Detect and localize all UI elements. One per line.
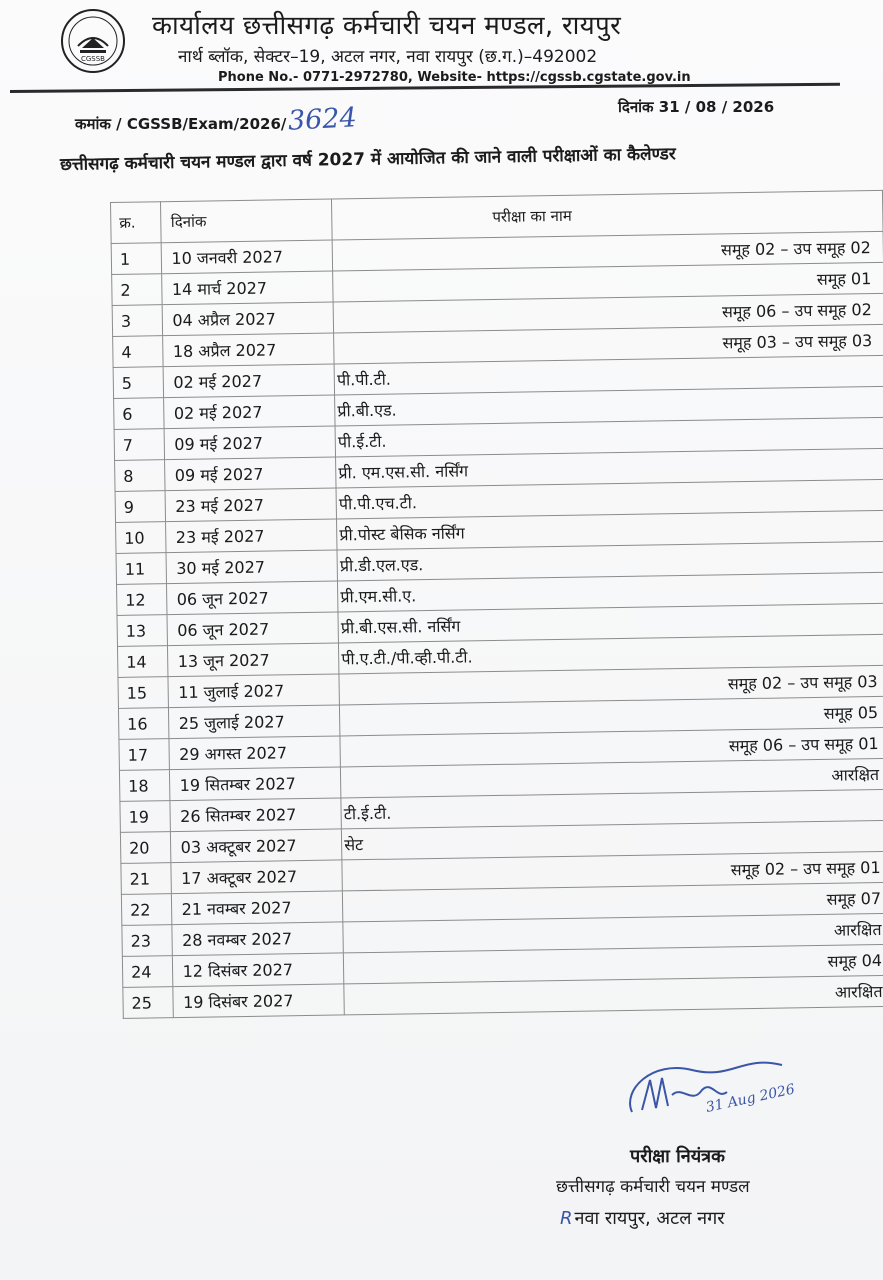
svg-text:CGSSB: CGSSB: [80, 55, 106, 63]
row-date: 23 मई 2027: [165, 488, 337, 522]
row-date: 29 अगस्त 2027: [168, 736, 340, 770]
signature-date: 31 Aug 2026: [704, 1081, 797, 1116]
row-date: 25 जुलाई 2027: [168, 705, 340, 739]
row-serial: 18: [119, 770, 169, 802]
row-exam-name: आरक्षित: [344, 975, 883, 1015]
row-exam-name: पी.पी.टी.: [334, 355, 883, 395]
row-serial: 8: [115, 460, 165, 492]
row-exam-name: समूह 02 – उप समूह 01: [342, 851, 883, 891]
row-serial: 1: [111, 243, 161, 275]
signatory-designation: परीक्षा नियंत्रक: [630, 1146, 725, 1167]
row-date: 03 अक्टूबर 2027: [170, 829, 342, 863]
exam-calendar-table: [110, 190, 883, 1019]
row-exam-name: प्री.पोस्ट बेसिक नर्सिंग: [337, 510, 883, 550]
cgssb-logo-icon: [60, 8, 126, 74]
row-exam-name: समूह 02 – उप समूह 03: [339, 665, 883, 705]
row-exam-name: समूह 06 – उप समूह 01: [340, 727, 883, 767]
row-exam-name: प्री.डी.एल.एड.: [337, 541, 883, 581]
row-serial: 2: [112, 274, 162, 306]
row-date: 06 जून 2027: [167, 612, 339, 646]
row-serial: 24: [122, 956, 172, 988]
letterhead-title: कार्यालय छत्तीसगढ़ कर्मचारी चयन मण्डल, रायपुर: [152, 11, 622, 41]
row-exam-name: पी.ई.टी.: [335, 417, 883, 457]
signatory-organization: छत्तीसगढ़ कर्मचारी चयन मण्डल: [556, 1177, 750, 1197]
row-serial: 9: [115, 491, 165, 523]
row-serial: 5: [113, 367, 163, 399]
row-date: 09 मई 2027: [164, 426, 336, 460]
row-exam-name: समूह 04: [343, 944, 883, 984]
row-date: 26 सितम्बर 2027: [169, 798, 341, 832]
issue-date: दिनांक 31 / 08 / 2026: [618, 98, 775, 116]
row-date: 19 सितम्बर 2027: [169, 767, 341, 801]
row-exam-name: समूह 01: [333, 262, 883, 302]
table-body: [111, 231, 883, 1018]
row-date: 06 जून 2027: [166, 581, 338, 615]
row-date: 10 जनवरी 2027: [161, 240, 333, 274]
row-date: 11 जुलाई 2027: [167, 674, 339, 708]
row-exam-name: समूह 06 – उप समूह 02: [333, 293, 883, 333]
row-date: 19 दिसंबर 2027: [172, 984, 344, 1018]
row-date: 18 अप्रैल 2027: [162, 333, 334, 367]
row-exam-name: पी.पी.एच.टी.: [336, 479, 883, 519]
row-serial: 4: [113, 336, 163, 368]
row-date: 02 मई 2027: [163, 395, 335, 429]
row-serial: 12: [117, 584, 167, 616]
reference-label: कमांक / CGSSB/Exam/2026/: [75, 115, 287, 133]
row-serial: 15: [118, 677, 168, 709]
row-exam-name: आरक्षित: [341, 758, 883, 798]
row-serial: 6: [114, 398, 164, 430]
row-date: 12 दिसंबर 2027: [172, 953, 344, 987]
document-subject: छत्तीसगढ़ कर्मचारी चयन मण्डल द्वारा वर्ष 2027 में आयोजित की जाने वाली परीक्षाओं का कैलेण्डर: [59, 144, 676, 175]
row-date: 13 जून 2027: [167, 643, 339, 677]
row-serial: 3: [112, 305, 162, 337]
row-date: 02 मई 2027: [163, 364, 335, 398]
signatory-place: [560, 1206, 725, 1230]
letterhead-contact: Phone No.- 0771-2972780, Website- https://cgssb.cgstate.gov.in: [218, 70, 691, 85]
row-serial: 14: [117, 646, 167, 678]
letterhead-address: नार्थ ब्लॉक, सेक्टर–19, अटल नगर, नवा रायपुर (छ.ग.)–492002: [178, 47, 598, 67]
row-exam-name: टी.ई.टी.: [341, 789, 883, 829]
reference-number-handwritten: 3624: [287, 102, 358, 137]
row-serial: 10: [116, 522, 166, 554]
row-date: 30 मई 2027: [166, 550, 338, 584]
row-serial: 23: [122, 925, 172, 957]
row-serial: 17: [119, 739, 169, 771]
row-serial: 13: [117, 615, 167, 647]
row-exam-name: प्री.बी.एड.: [335, 386, 883, 426]
row-serial: 7: [114, 429, 164, 461]
row-exam-name: प्री.बी.एस.सी. नर्सिंग: [338, 603, 883, 643]
exam-calendar-table-wrap: [110, 190, 883, 1019]
row-serial: 11: [116, 553, 166, 585]
row-serial: 16: [118, 708, 168, 740]
header-serial: क्र.: [111, 202, 161, 244]
row-exam-name: आरक्षित: [343, 913, 883, 953]
row-date: 23 मई 2027: [165, 519, 337, 553]
row-serial: 21: [121, 863, 171, 895]
row-exam-name: समूह 02 – उप समूह 02: [332, 231, 883, 271]
row-serial: 20: [120, 832, 170, 864]
row-exam-name: प्री. एम.एस.सी. नर्सिंग: [336, 448, 883, 488]
row-date: 09 मई 2027: [164, 457, 336, 491]
signature-icon: [612, 1050, 802, 1130]
initial-mark-icon: R: [560, 1208, 573, 1229]
row-date: 04 अप्रैल 2027: [162, 302, 334, 336]
header-date: दिनांक: [160, 199, 332, 243]
row-serial: 25: [123, 987, 173, 1019]
row-exam-name: समूह 03 – उप समूह 03: [334, 324, 883, 364]
row-exam-name: समूह 07: [343, 882, 883, 922]
header-exam-name: परीक्षा का नाम: [332, 190, 883, 240]
row-serial: 22: [121, 894, 171, 926]
row-exam-name: पी.ए.टी./पी.व्ही.पी.टी.: [339, 634, 883, 674]
row-date: 14 मार्च 2027: [161, 271, 333, 305]
signatory-place-text: नवा रायपुर, अटल नगर: [574, 1208, 725, 1229]
row-exam-name: समूह 05: [340, 696, 883, 736]
row-date: 28 नवम्बर 2027: [171, 922, 343, 956]
row-date: 17 अक्टूबर 2027: [170, 860, 342, 894]
row-exam-name: प्री.एम.सी.ए.: [338, 572, 883, 612]
row-serial: 19: [120, 801, 170, 833]
row-date: 21 नवम्बर 2027: [171, 891, 343, 925]
row-exam-name: सेट: [342, 820, 883, 860]
